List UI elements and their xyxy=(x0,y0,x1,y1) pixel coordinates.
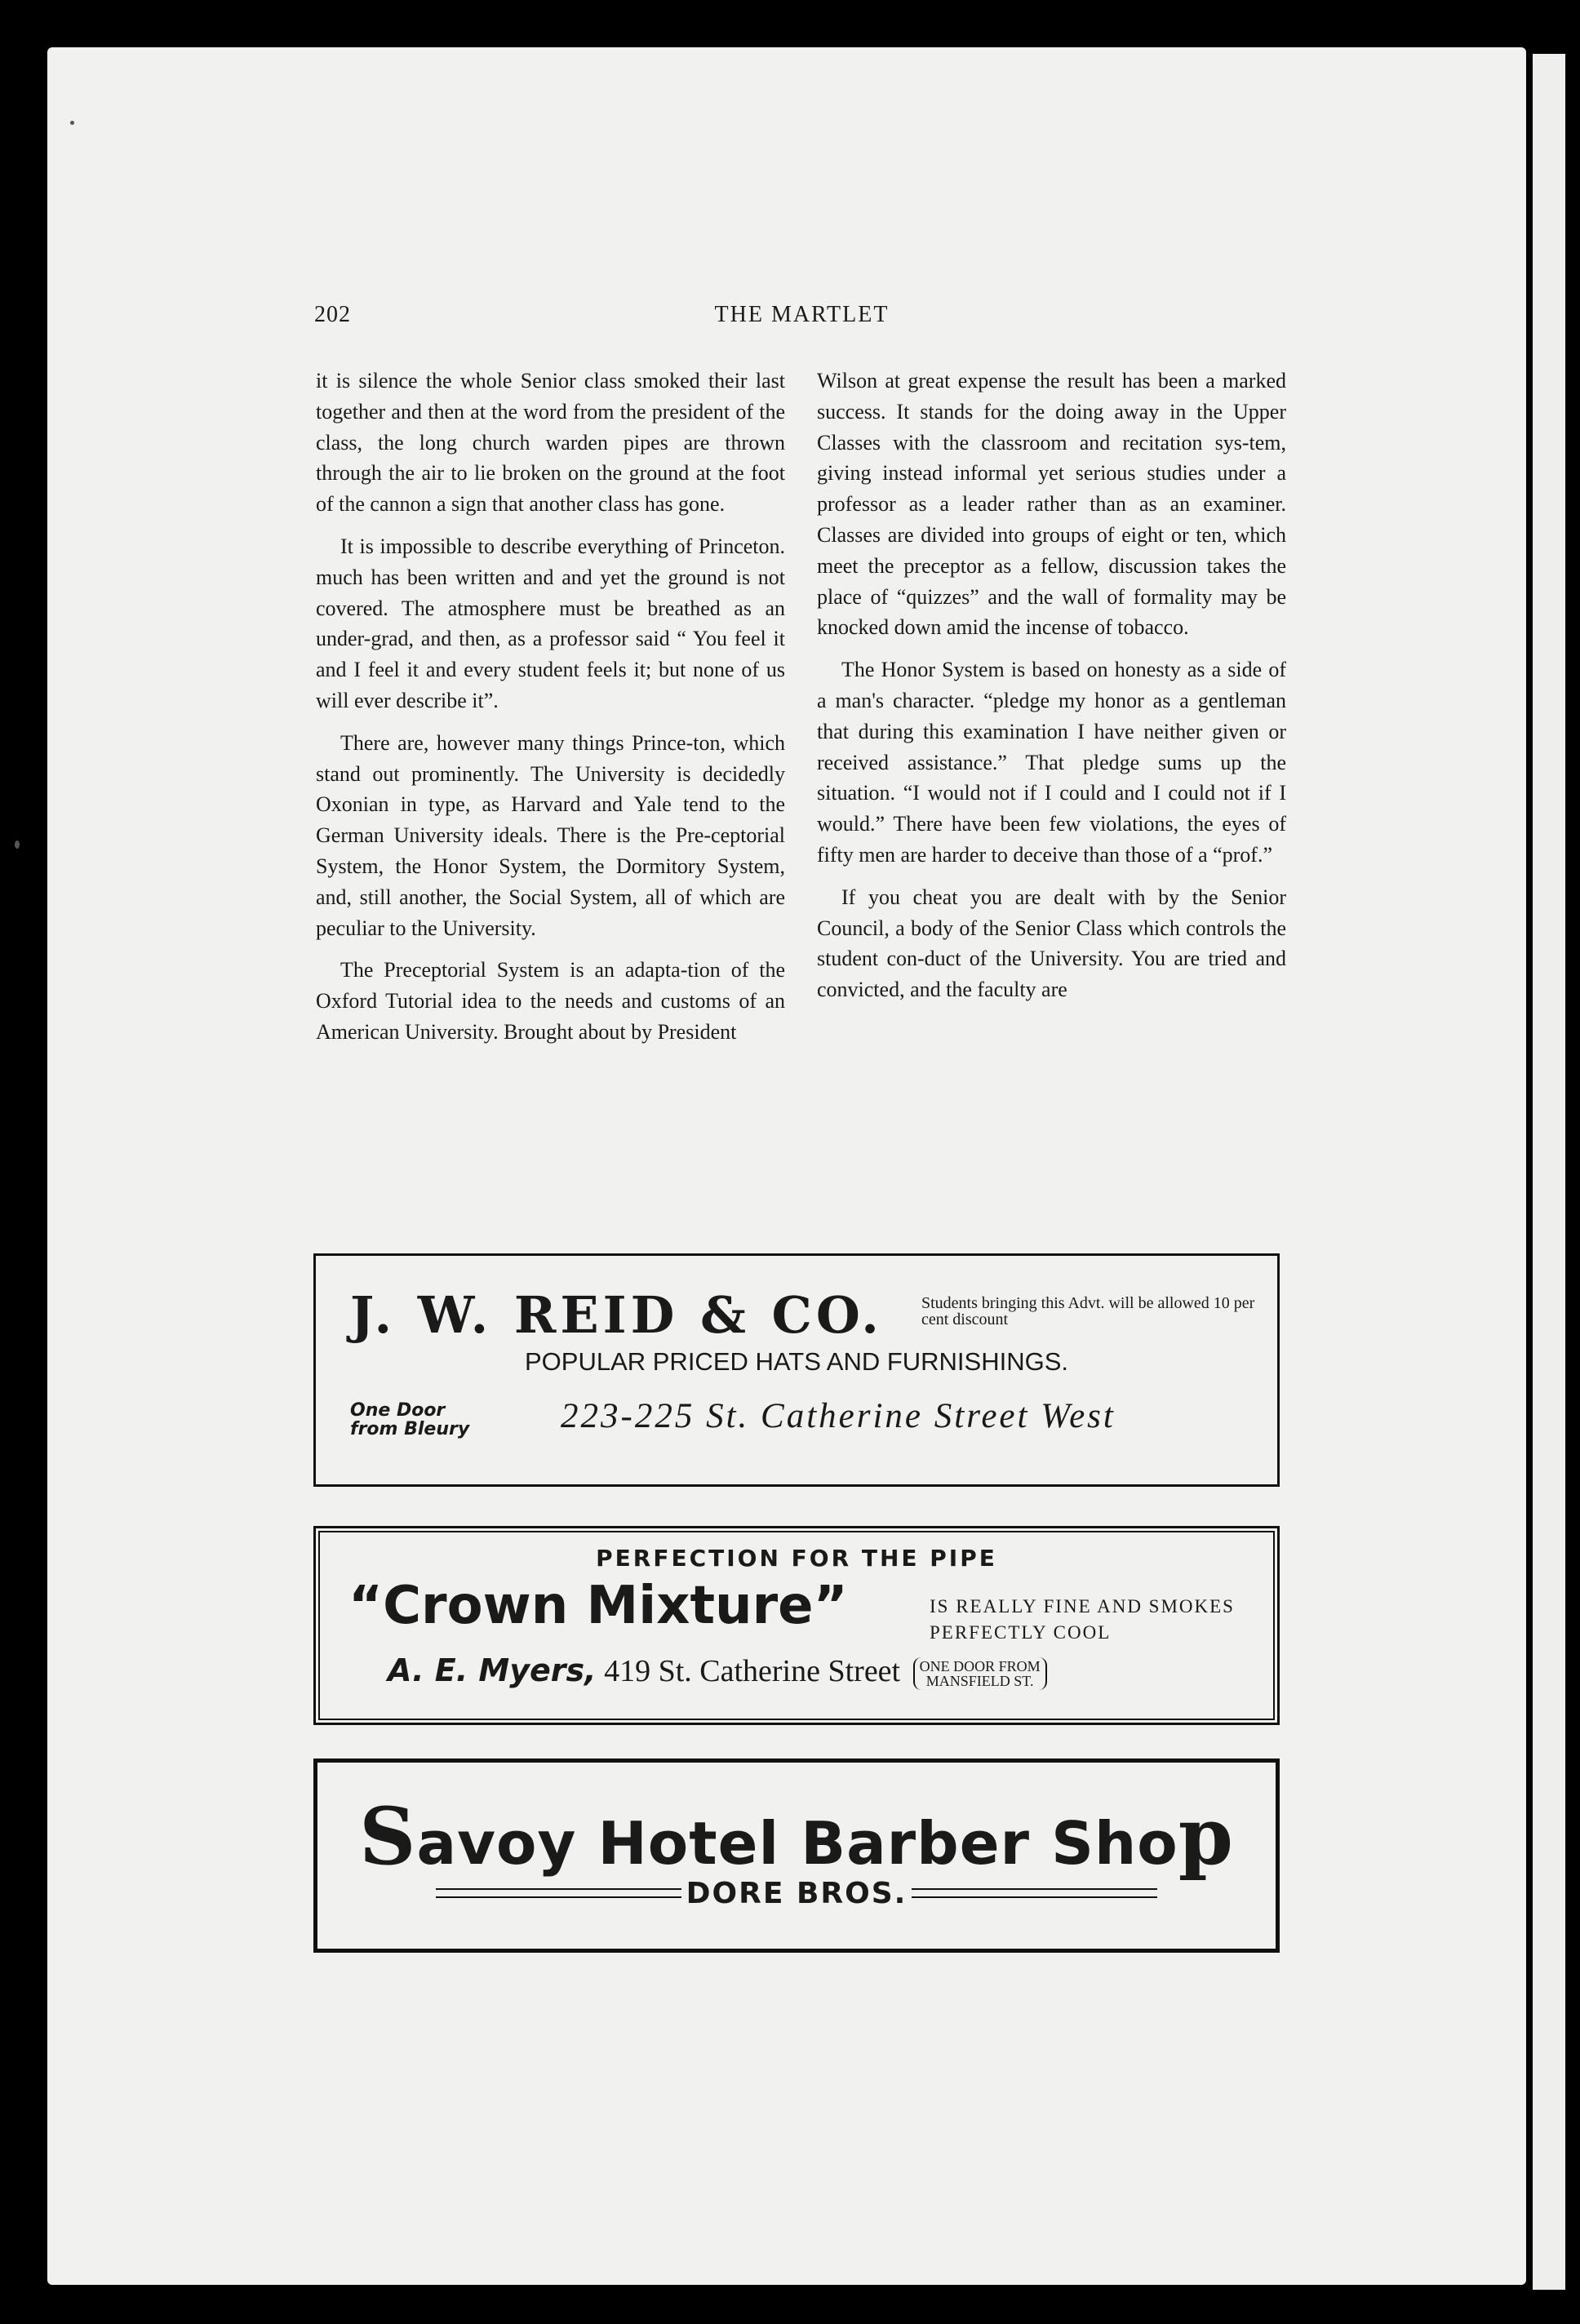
location-note: ONE DOOR FROM MANSFIELD ST. xyxy=(913,1657,1047,1690)
scan-speck xyxy=(70,121,74,125)
ad-tagline: POPULAR PRICED HATS AND FURNISHINGS. xyxy=(524,1347,1069,1376)
journal-title: THE MARTLET xyxy=(714,302,890,327)
scan-speck xyxy=(15,840,20,849)
merchant-name: A. E. Myers, xyxy=(388,1652,597,1688)
location-note: One Door from Bleury xyxy=(350,1400,470,1439)
left-column xyxy=(316,366,785,1048)
product-tagline: IS REALLY FINE AND SMOKES PERFECTLY COOL xyxy=(930,1596,1235,1643)
paragraph: The Preceptorial System is an adapta-tion of the Oxford Tutorial idea to the needs and customs of an American University. Brought about by President xyxy=(316,958,785,1044)
paragraph: There are, however many things Prince-ton, which stand out prominently. The University is decidedly Oxonian in type, as Harvard and Yale tend to the German University ideals. There is the Pre-ceptorial System, the Honor System, the Dormitory System, and, still another, the Social System, all of which are peculiar to the University. xyxy=(316,730,785,940)
running-head xyxy=(314,302,1289,335)
decorative-rule xyxy=(912,1888,1157,1898)
advertisement-savoy xyxy=(313,1759,1280,1953)
business-name: Savoy Hotel Barber Shop xyxy=(359,1790,1234,1883)
decorative-rule xyxy=(436,1888,681,1898)
ad-address xyxy=(388,1652,1047,1690)
paragraph: If you cheat you are dealt with by the Senior Council, a body of the Senior Class which controls the student con-duct of the University. You are tried and convicted, and the faculty are xyxy=(817,885,1286,1002)
right-column xyxy=(817,366,1286,1005)
paragraph: The Honor System is based on honesty as a side of a man's character. “pledge my honor as a gentleman that during this examination I have neither given or received assistance.” That pledge sums up the situation. “I would not if I could and I could not if I would.” There have been few violations, the eyes of fifty men are harder to deceive than those of a “prof.” xyxy=(817,658,1286,867)
next-page-edge xyxy=(1533,54,1565,2290)
page-number: 202 xyxy=(314,302,351,327)
advertisement-crown-mixture xyxy=(313,1526,1280,1725)
proprietors-name: DORE BROS. xyxy=(686,1876,908,1910)
paragraph: It is impossible to describe everything of Princeton. much has been written and and yet the ground is not covered. The atmosphere must be breathed as an under-grad, and then, as a professor said “ You feel it and I feel it and every student feels it; but none of us will ever describe it”. xyxy=(316,534,785,712)
paragraph: it is silence the whole Senior class smoked their last together and then at the word from the president of the class, the long church warden pipes are thrown through the air to lie broken on the ground at the foot of the cannon a sign that another class has gone. xyxy=(316,369,785,517)
ad-address: 223-225 St. Catherine Street West xyxy=(561,1397,1116,1435)
proprietors-line xyxy=(436,1877,1157,1909)
advertiser-name: J. W. REID & CO. xyxy=(350,1285,883,1345)
discount-note: Students bringing this Advt. will be allowed 10 per cent discount xyxy=(921,1294,1255,1328)
product-name: “Crown Mixture” xyxy=(348,1576,848,1636)
paragraph: Wilson at great expense the result has been a marked success. It stands for the doing away in the Upper Classes with the classroom and recitation sys-tem, giving instead informal yet serious studies under a professor as a leader rather than as an examiner. Classes are divided into groups of eight or ten, which meet the preceptor as a fellow, discussion takes the place of “quizzes” and the wall of formality may be knocked down amid the incense of tobacco. xyxy=(817,369,1286,640)
ad-headline: PERFECTION FOR THE PIPE xyxy=(596,1545,997,1572)
advertisement-reid xyxy=(313,1253,1280,1487)
street-address: 419 St. Catherine Street xyxy=(604,1654,901,1688)
